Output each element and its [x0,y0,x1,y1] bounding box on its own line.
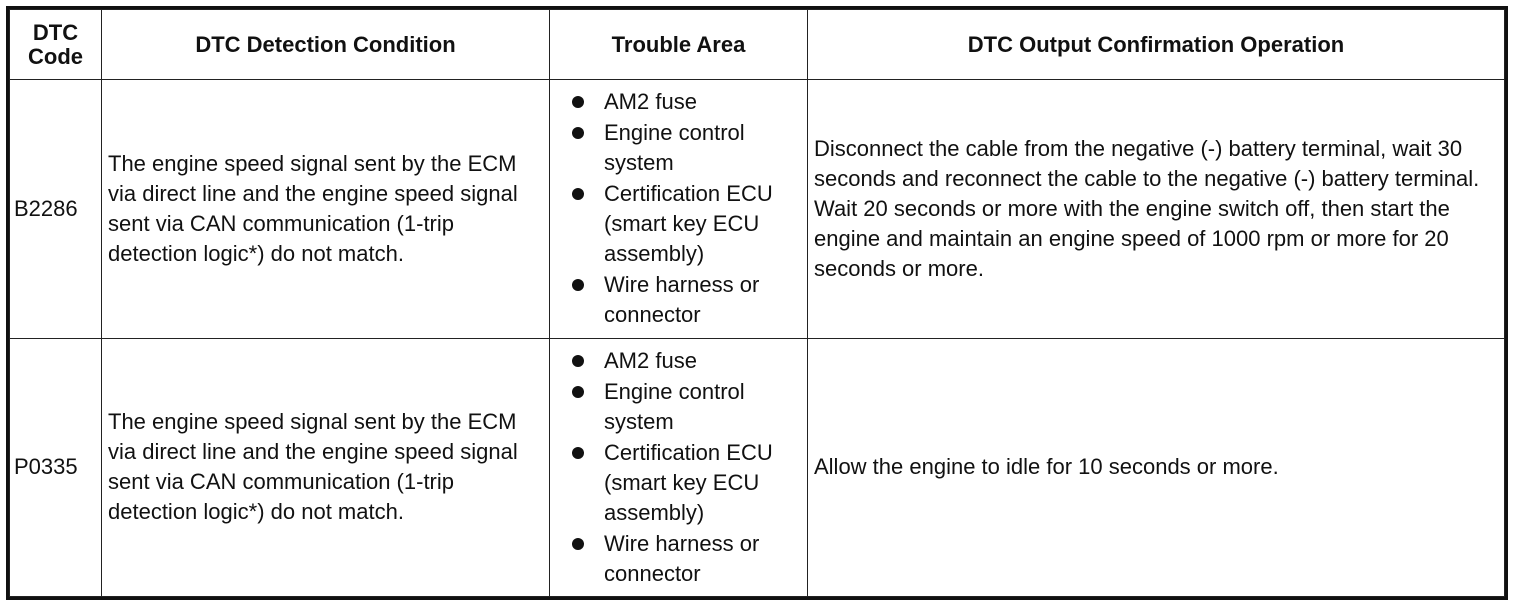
trouble-area-cell [550,80,808,339]
trouble-area-text: Wire harness or connector [604,272,760,328]
dtc-code-cell: B2286 [10,80,102,339]
table-row [10,338,1505,597]
trouble-area-text: Certification ECU (smart key ECU assembly) [604,181,773,267]
dtc-table-frame [6,6,1508,600]
list-item [572,179,803,269]
list-item [572,438,803,528]
trouble-area-cell [550,338,808,597]
bullet-icon [572,279,584,291]
list-item [572,529,803,589]
header-row [10,10,1505,80]
list-item [572,87,803,117]
header-dtc-code-line2: Code [28,43,83,69]
trouble-area-list [572,87,803,330]
confirmation-operation-cell: Allow the engine to idle for 10 seconds or more. [808,338,1505,597]
bullet-icon [572,447,584,459]
bullet-icon [572,386,584,398]
trouble-area-text: Engine control system [604,120,745,176]
list-item [572,118,803,178]
confirmation-operation-cell: Disconnect the cable from the negative (-) battery terminal, wait 30 seconds and reconnect the cable to the negative (-) battery terminal. Wait 20 seconds or more with the engine switch off, then start the engine and maintain an engine speed of 1000 rpm or more for 20 seconds or more. [808,80,1505,339]
list-item [572,377,803,437]
detection-condition-cell: The engine speed signal sent by the ECM via direct line and the engine speed signal sent via CAN communication (1-trip detection logic*) do not match. [102,80,550,339]
trouble-area-text: AM2 fuse [604,347,697,373]
trouble-area-text: AM2 fuse [604,89,697,115]
bullet-icon [572,188,584,200]
trouble-area-text: Certification ECU (smart key ECU assembly) [604,439,773,525]
bullet-icon [572,355,584,367]
header-detection-condition: DTC Detection Condition [102,10,550,80]
dtc-code-cell: P0335 [10,338,102,597]
header-dtc-code [10,10,102,80]
bullet-icon [572,538,584,550]
header-dtc-code-line1: DTC [32,19,79,45]
trouble-area-text: Engine control system [604,378,745,434]
table-row [10,80,1505,339]
trouble-area-text: Wire harness or connector [604,530,760,586]
header-trouble-area: Trouble Area [550,10,808,80]
dtc-table [9,9,1505,597]
bullet-icon [572,96,584,108]
list-item [572,270,803,330]
header-confirmation-operation: DTC Output Confirmation Operation [808,10,1505,80]
trouble-area-list [572,346,803,589]
bullet-icon [572,127,584,139]
list-item [572,346,803,376]
detection-condition-cell: The engine speed signal sent by the ECM via direct line and the engine speed signal sent via CAN communication (1-trip detection logic*) do not match. [102,338,550,597]
